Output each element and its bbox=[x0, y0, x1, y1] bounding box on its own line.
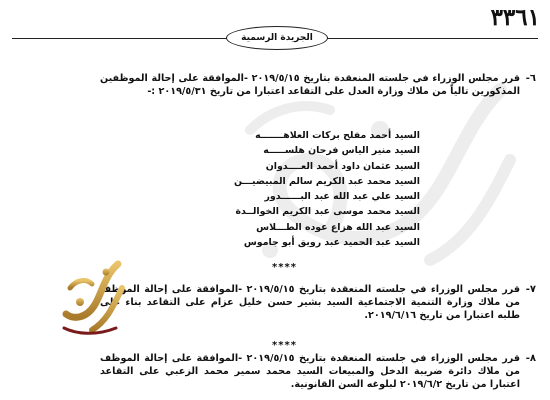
decision-item-7 bbox=[100, 283, 536, 323]
item-text: قرر مجلس الوزراء في جلسته المنعقدة بتاريخ ٢٠١٩/٥/١٥ -الموافقة على إحالة الموظف من ملاك دائرة ضريبة الدخل والمبيعات السيد محمد سمير محمد الزعبي على التقاعد اعتبارا من تاريخ ٢٠١٩/٦/٢ لبلوغه السن القانونية. bbox=[100, 353, 520, 391]
retirees-list bbox=[150, 128, 420, 250]
item-number: ٦- bbox=[525, 73, 536, 84]
separator-stars: **** bbox=[272, 340, 297, 351]
decision-item-8 bbox=[100, 352, 536, 392]
gazette-title: الجريدة الرسمية bbox=[241, 33, 313, 43]
decision-item-6 bbox=[100, 72, 536, 98]
list-item: السيد عبد الحميد عبد رويق أبو جاموس bbox=[243, 237, 420, 249]
list-item: السيد محمد موسى عبد الكريم الخوالــدة bbox=[235, 206, 420, 218]
list-item: السيد عبد الله هزاع عوده الطـــلاس bbox=[256, 221, 420, 233]
gazette-title-badge bbox=[226, 26, 328, 50]
list-item: السيد منير الياس فرحان هلســـــه bbox=[263, 145, 420, 157]
page-number: ٣٣٦١ bbox=[490, 4, 540, 31]
item-text: قرر مجلس الوزراء في جلسته المنعقدة بتاريخ ٢٠١٩/٥/١٥ -الموافقة على إحالة الموظف من ملاك وزارة التنمية الاجتماعية السيد بشير حسن خليل عزام على التقاعد بناء على طلبه اعتبارا من تاريخ ٢٠١٩/٦/١٦. bbox=[100, 284, 520, 322]
item-number: ٧- bbox=[525, 284, 536, 295]
item-text: قرر مجلس الوزراء في جلسته المنعقدة بتاريخ ٢٠١٩/٥/١٥ -الموافقة على إحالة الموظفين المذكورين تالياً من ملاك وزارة العدل على التقاعد اعتبارا من تاريخ ٢٠١٩/٥/٣١ :- bbox=[100, 73, 521, 98]
list-item: السيد عثمان داود أحمد العــــدوان bbox=[265, 160, 420, 172]
list-item: السيد محمد عبد الكريم سالم المبيضيـــن bbox=[233, 175, 420, 187]
list-item: السيد أحمد مفلح بركات العلاهـــــــه bbox=[255, 130, 420, 141]
item-number: ٨- bbox=[525, 353, 536, 364]
list-item: السيد علي عبد الله عبد البــــــدور bbox=[264, 191, 420, 203]
separator-stars: **** bbox=[272, 262, 297, 273]
alwakeel-logo-icon bbox=[56, 258, 132, 338]
